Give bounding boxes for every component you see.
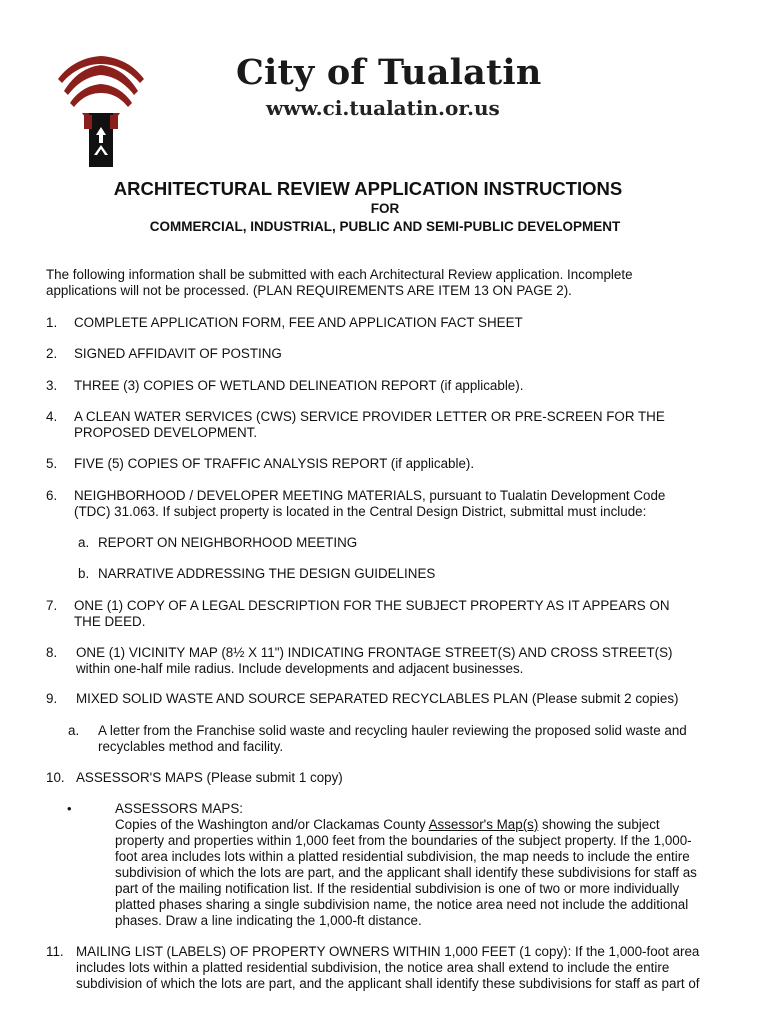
item-line: (TDC) 31.063. If subject property is located in the Central Design District, submittal must include: — [74, 504, 647, 519]
item-number: 1. — [46, 315, 58, 330]
assessor-line: foot area includes lots within a platted residential subdivision, the map needs to include the entire — [115, 849, 690, 864]
item-line: MAILING LIST (LABELS) OF PROPERTY OWNERS WITHIN 1,000 FEET (1 copy): If the 1,000-foot area — [76, 944, 700, 959]
subitem-text: NARRATIVE ADDRESSING THE DESIGN GUIDELINES — [98, 566, 436, 581]
item-text: SIGNED AFFIDAVIT OF POSTING — [74, 346, 282, 361]
item-text — [74, 409, 665, 441]
item-line: includes lots within a platted residential subdivision, the notice area shall extend to include the entire — [76, 960, 670, 975]
assessor-line — [115, 817, 715, 833]
subitem-text: REPORT ON NEIGHBORHOOD MEETING — [98, 535, 358, 550]
item-number: 8. — [46, 645, 58, 660]
bullet-icon: • — [67, 801, 72, 816]
assessor-maps-link[interactable]: Assessor's Map(s) — [428, 817, 539, 832]
item-text: COMPLETE APPLICATION FORM, FEE AND APPLICATION FACT SHEET — [74, 315, 523, 330]
item-line: THE DEED. — [74, 614, 146, 629]
item-line: within one-half mile radius. Include developments and adjacent businesses. — [76, 661, 524, 676]
item-text: FIVE (5) COPIES OF TRAFFIC ANALYSIS REPORT (if applicable). — [74, 456, 475, 471]
item-text: MIXED SOLID WASTE AND SOURCE SEPARATED RECYCLABLES PLAN (Please submit 2 copies) — [76, 691, 679, 706]
item-text — [74, 598, 670, 630]
item-text: THREE (3) COPIES OF WETLAND DELINEATION REPORT (if applicable). — [74, 378, 524, 393]
assessor-line: subdivision of which the lots are part, and the applicant shall identify these subdivisions for staff as — [115, 865, 697, 880]
assessor-line: part of the mailing notification list. If the residential subdivision is one of two or more individually — [115, 881, 680, 896]
document-title: ARCHITECTURAL REVIEW APPLICATION INSTRUCTIONS — [113, 178, 623, 199]
item-number: 5. — [46, 456, 58, 471]
assessor-line: platted phases sharing a single subdivision name, the notice area need not include the additional — [115, 897, 689, 912]
item-text — [74, 488, 665, 520]
intro-line: The following information shall be submitted with each Architectural Review application. Incomplete — [46, 267, 633, 282]
item-line: PROPOSED DEVELOPMENT. — [74, 425, 258, 440]
item-line: ONE (1) VICINITY MAP (8½ X 11") INDICATING FRONTAGE STREET(S) AND CROSS STREET(S) — [76, 645, 673, 660]
item-number: 4. — [46, 409, 58, 424]
item-text — [76, 944, 700, 992]
subitem-text — [98, 723, 687, 755]
subitem-line: recyclables method and facility. — [98, 739, 284, 754]
item-number: 2. — [46, 346, 58, 361]
item-line: NEIGHBORHOOD / DEVELOPER MEETING MATERIALS, pursuant to Tualatin Development Code — [74, 488, 666, 503]
item-number: 9. — [46, 691, 58, 706]
item-text — [76, 645, 673, 677]
item-number: 11. — [46, 944, 64, 959]
item-number: 10. — [46, 770, 65, 785]
document-subtitle: COMMERCIAL, INDUSTRIAL, PUBLIC AND SEMI-PUBLIC DEVELOPMENT — [149, 219, 621, 234]
city-website: www.ci.tualatin.or.us — [266, 96, 500, 120]
item-line: subdivision of which the lots are part, and the applicant shall identify these subdivisions for staff as part of — [76, 976, 700, 991]
item-number: 7. — [46, 598, 58, 613]
assessor-text: showing the subject — [538, 817, 660, 832]
item-line: A CLEAN WATER SERVICES (CWS) SERVICE PROVIDER LETTER OR PRE-SCREEN FOR THE — [74, 409, 665, 424]
assessor-line: property and properties within 1,000 feet from the boundaries of the subject property. If the 1,000- — [115, 833, 692, 848]
assessor-heading: ASSESSORS MAPS: — [115, 801, 243, 816]
tualatin-logo-icon — [56, 55, 146, 167]
item-number: 6. — [46, 488, 58, 503]
subitem-label: a. — [68, 723, 80, 738]
subitem-label: b. — [78, 566, 90, 581]
subitem-line: A letter from the Franchise solid waste and recycling hauler reviewing the proposed solid waste and — [98, 723, 687, 738]
item-line: ONE (1) COPY OF A LEGAL DESCRIPTION FOR THE SUBJECT PROPERTY AS IT APPEARS ON — [74, 598, 670, 613]
intro-line: applications will not be processed. (PLAN REQUIREMENTS ARE ITEM 13 ON PAGE 2). — [46, 283, 572, 298]
assessor-text: Copies of the Washington and/or Clackamas County — [115, 817, 429, 832]
assessor-maps-bullet — [115, 801, 715, 929]
subitem-label: a. — [78, 535, 90, 550]
city-name: City of Tualatin — [236, 52, 542, 93]
item-text: ASSESSOR'S MAPS (Please submit 1 copy) — [76, 770, 343, 785]
item-number: 3. — [46, 378, 58, 393]
intro-paragraph — [46, 267, 706, 299]
assessor-line: phases. Draw a line indicating the 1,000-ft distance. — [115, 913, 422, 928]
document-for-line: FOR — [370, 201, 400, 216]
